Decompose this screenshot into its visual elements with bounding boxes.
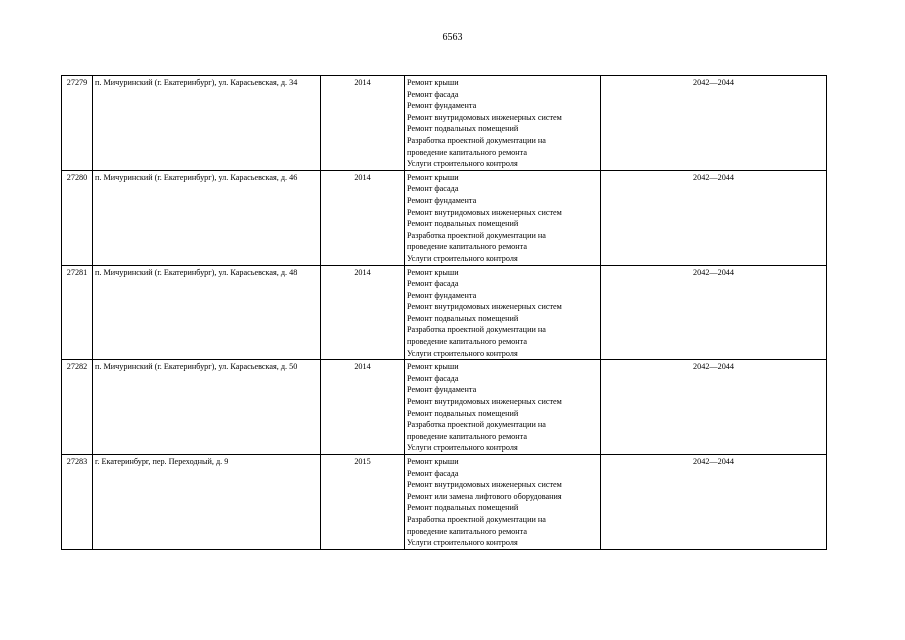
table-row (62, 455, 827, 550)
work-item: Ремонт внутридомовых инженерных систем (407, 207, 562, 217)
commissioning-year: 2014 (321, 265, 405, 360)
table-row (62, 265, 827, 360)
work-item: Услуги строительного контроля (407, 443, 518, 453)
table-body (62, 76, 827, 550)
building-address: г. Екатеринбург, пер. Переходный, д. 9 (93, 455, 321, 550)
works-list (405, 265, 601, 360)
work-item: Разработка проектной документации на (407, 230, 546, 240)
work-item: Ремонт подвальных помещений (407, 408, 519, 418)
work-item: Услуги строительного контроля (407, 159, 518, 169)
work-item: Услуги строительного контроля (407, 253, 518, 263)
capital-repair-table (61, 75, 827, 550)
work-item: Ремонт внутридомовых инженерных систем (407, 480, 562, 490)
table-row (62, 76, 827, 171)
work-item: проведение капитального ремонта (407, 431, 527, 441)
works-list (405, 455, 601, 550)
work-item: проведение капитального ремонта (407, 526, 527, 536)
work-item: Услуги строительного контроля (407, 538, 518, 548)
work-item: Ремонт подвальных помещений (407, 124, 519, 134)
work-item: Ремонт фасада (407, 373, 459, 383)
work-item: Ремонт внутридомовых инженерных систем (407, 112, 562, 122)
building-address: п. Мичуринский (г. Екатеринбург), ул. Карасьевская, д. 50 (93, 360, 321, 455)
building-address: п. Мичуринский (г. Екатеринбург), ул. Карасьевская, д. 48 (93, 265, 321, 360)
work-item: Ремонт фундамента (407, 385, 477, 395)
building-address: п. Мичуринский (г. Екатеринбург), ул. Карасьевская, д. 46 (93, 170, 321, 265)
work-item: Ремонт фасада (407, 184, 459, 194)
row-number: 27280 (62, 170, 93, 265)
commissioning-year: 2014 (321, 76, 405, 171)
row-number: 27283 (62, 455, 93, 550)
work-item: проведение капитального ремонта (407, 242, 527, 252)
planned-period: 2042—2044 (601, 170, 827, 265)
work-item: проведение капитального ремонта (407, 147, 527, 157)
row-number: 27279 (62, 76, 93, 171)
work-item: проведение капитального ремонта (407, 337, 527, 347)
work-item: Ремонт крыши (407, 457, 459, 466)
page-number: 6563 (442, 32, 463, 43)
work-item: Ремонт фасада (407, 468, 459, 478)
work-item: Разработка проектной документации на (407, 514, 546, 524)
row-number: 27282 (62, 360, 93, 455)
work-item: Разработка проектной документации на (407, 420, 546, 430)
work-item: Ремонт фундамента (407, 195, 477, 205)
building-address: п. Мичуринский (г. Екатеринбург), ул. Карасьевская, д. 34 (93, 76, 321, 171)
work-item: Услуги строительного контроля (407, 348, 518, 358)
planned-period: 2042—2044 (601, 455, 827, 550)
work-item: Ремонт фундамента (407, 101, 477, 111)
work-item: Ремонт фундамента (407, 290, 477, 300)
work-item: Ремонт крыши (407, 267, 459, 277)
planned-period: 2042—2044 (601, 76, 827, 171)
work-item: Ремонт подвальных помещений (407, 503, 519, 513)
work-item: Ремонт подвальных помещений (407, 313, 519, 323)
work-item: Разработка проектной документации на (407, 135, 546, 145)
works-list (405, 360, 601, 455)
work-item: Ремонт фасада (407, 89, 459, 99)
work-item: Ремонт фасада (407, 279, 459, 289)
planned-period: 2042—2044 (601, 265, 827, 360)
works-list (405, 76, 601, 171)
work-item: Ремонт или замена лифтового оборудования (407, 491, 562, 501)
work-item: Ремонт крыши (407, 78, 459, 87)
table-row (62, 360, 827, 455)
work-item: Ремонт крыши (407, 362, 459, 372)
commissioning-year: 2015 (321, 455, 405, 550)
work-item: Ремонт подвальных помещений (407, 219, 519, 229)
work-item: Ремонт крыши (407, 172, 459, 182)
row-number: 27281 (62, 265, 93, 360)
work-item: Ремонт внутридомовых инженерных систем (407, 397, 562, 407)
works-list (405, 170, 601, 265)
work-item: Ремонт внутридомовых инженерных систем (407, 302, 562, 312)
commissioning-year: 2014 (321, 360, 405, 455)
table-row (62, 170, 827, 265)
work-item: Разработка проектной документации на (407, 325, 546, 335)
commissioning-year: 2014 (321, 170, 405, 265)
planned-period: 2042—2044 (601, 360, 827, 455)
